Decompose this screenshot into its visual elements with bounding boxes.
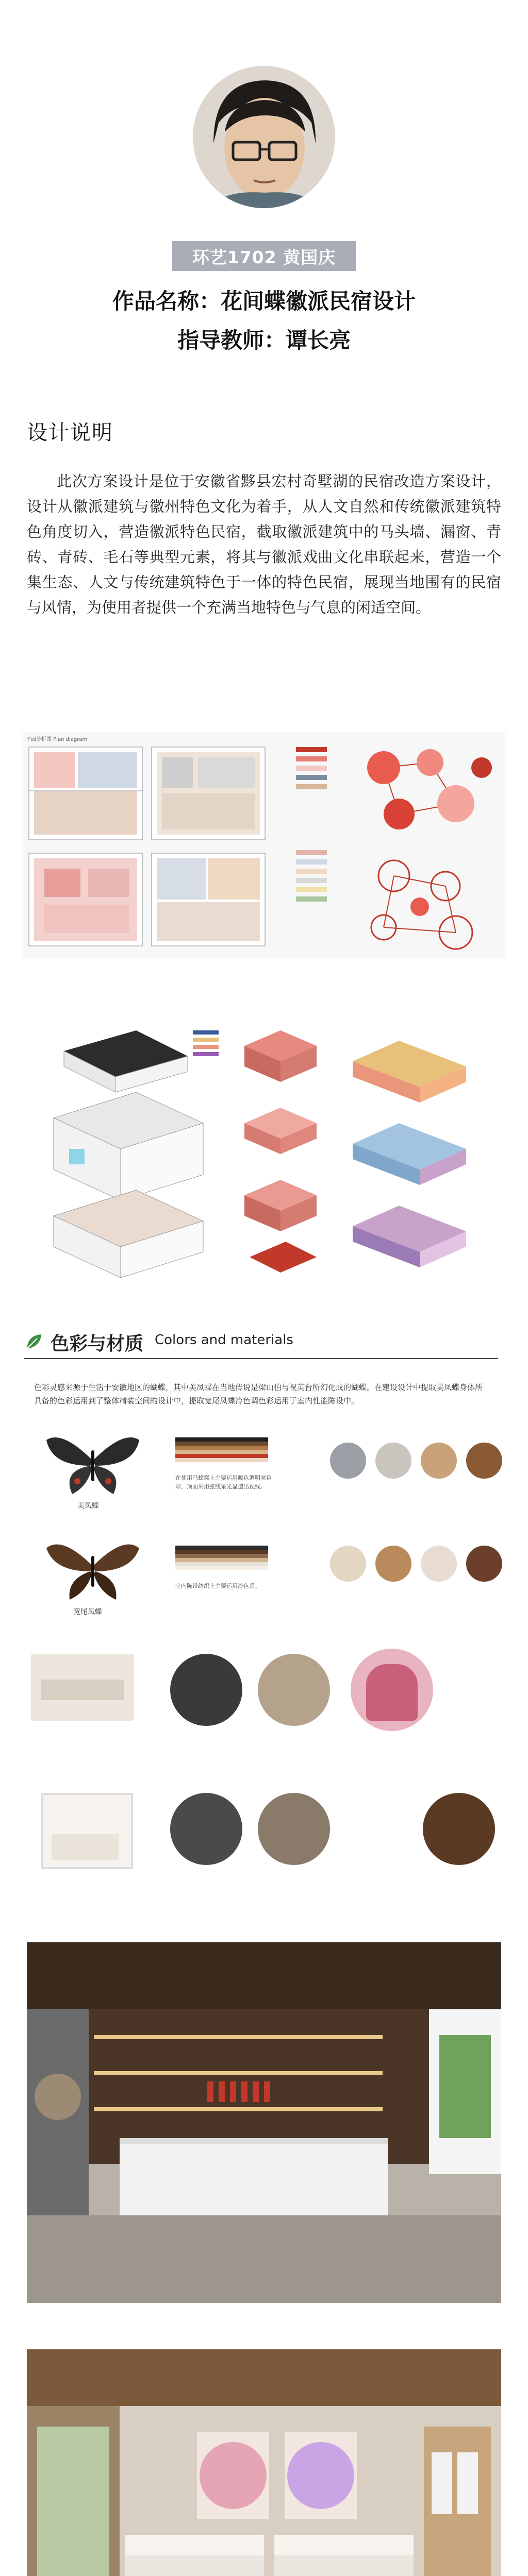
butterfly-label-1: 美凤蝶 bbox=[77, 1502, 99, 1510]
axonometric-graphic bbox=[23, 1010, 505, 1298]
render-bedroom bbox=[27, 2349, 501, 2576]
author-badge: 环艺1702 黄国庆 bbox=[172, 241, 356, 271]
butterfly-image-1 bbox=[41, 1430, 144, 1497]
render-reception bbox=[27, 1942, 501, 2303]
section-heading: 设计说明 bbox=[27, 421, 113, 445]
furniture-row-1 bbox=[31, 1649, 505, 1731]
teacher-name: 指导教师：谭长亮 bbox=[177, 328, 351, 353]
materials-title: 色彩与材质 bbox=[51, 1333, 144, 1354]
leaf-icon bbox=[24, 1331, 44, 1352]
cool-note: 室内陈设纺织上主要运用冷色系。 bbox=[175, 1583, 260, 1589]
material-swatch-row-2 bbox=[330, 1546, 505, 1587]
plan-diagram-label: 平面分析图 Plan diagram bbox=[26, 737, 88, 742]
furniture-row-2 bbox=[31, 1788, 505, 1870]
cool-palette bbox=[175, 1546, 268, 1573]
design-description: 此次方案设计是位于安徽省黟县宏村奇墅湖的民宿改造方案设计，设计从徽派建筑与徽州特色文化为着手，从人文自然和传统徽派建筑特色角度切入，营造徽派特色民宿，截取徽派建筑中的马头墙、漏窗、青砖、青砖、毛石等典型元素，将其与徽派戏曲文化串联起来，营造一个集生态、人文与传统建筑特色于一体的特色民宿，展现当地围有的民宿与风情，为使用者提供一个充满当地特色与气息的闲适空间。 bbox=[27, 472, 501, 616]
materials-divider bbox=[24, 1358, 498, 1359]
work-title: 作品名称：花间蝶徽派民宿设计 bbox=[112, 289, 416, 314]
butterfly-label-2: 宽尾凤蝶 bbox=[73, 1608, 102, 1616]
plan-diagrams-graphic bbox=[23, 732, 505, 958]
material-swatch-row-1 bbox=[330, 1443, 505, 1484]
materials-text: 色彩灵感来源于生活于安徽地区的蝴蝶，其中美凤蝶在当地传说是梁山伯与祝英台所幻化成的蝴蝶。在建设设计中提取美凤蝶身体所具备的色彩运用到了整体精装空间的设计中，提取宽尾凤蝶冷色调色彩运用于室内性能陈设中。 bbox=[34, 1383, 483, 1405]
axonometric-plate bbox=[23, 1010, 505, 1298]
butterfly-image-2 bbox=[41, 1535, 144, 1602]
plan-diagram-plate bbox=[23, 732, 505, 958]
warm-note: 在使用马蜂窝上主要运用暖色调明亮色彩，顶面采用弦线采光显造出视线。 bbox=[175, 1475, 272, 1490]
warm-palette bbox=[175, 1437, 268, 1465]
avatar bbox=[193, 66, 335, 208]
materials-title-en: Colors and materials bbox=[155, 1332, 293, 1348]
